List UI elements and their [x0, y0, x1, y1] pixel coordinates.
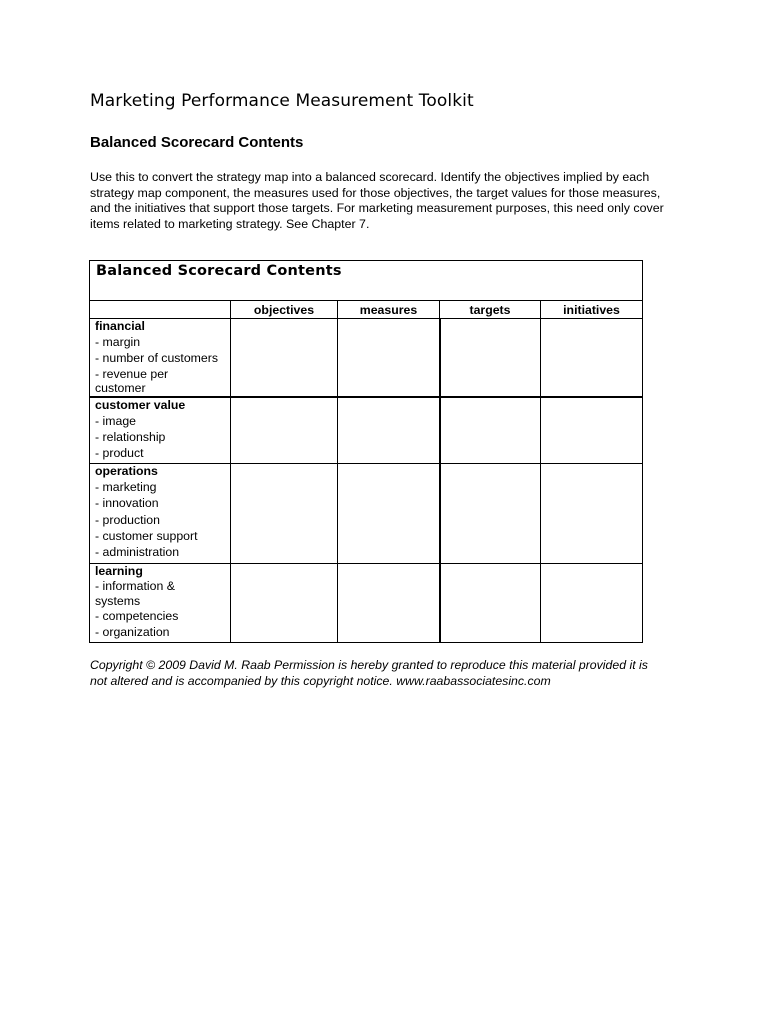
- row-header-learning: [90, 564, 231, 643]
- row-category: operations: [95, 464, 158, 479]
- cell-targets[interactable]: [440, 319, 541, 397]
- table-row-learning: [90, 564, 643, 643]
- intro-line: items related to marketing strategy. See Chapter 7.: [90, 216, 370, 231]
- row-item: customer: [95, 381, 146, 396]
- scorecard-table: [89, 260, 643, 643]
- intro-paragraph: [90, 170, 690, 232]
- cell-measures[interactable]: [338, 564, 440, 643]
- intro-line: Use this to convert the strategy map into a balanced scorecard. Identify the objectives implied by each: [90, 170, 650, 184]
- cell-targets[interactable]: [440, 397, 541, 464]
- table-row-financial: [90, 319, 643, 397]
- row-item: - marketing: [95, 480, 157, 495]
- row-header-customer-value: [90, 397, 231, 464]
- table-row-operations: [90, 464, 643, 564]
- table-caption: [90, 261, 643, 301]
- page-title: Marketing Performance Measurement Toolkit: [90, 91, 474, 111]
- row-item: - product: [95, 446, 144, 461]
- row-header-financial: [90, 319, 231, 397]
- row-item: - revenue per: [95, 366, 169, 381]
- row-item: - margin: [95, 335, 141, 349]
- copyright-line: not altered and is accompanied by this copyright notice. www.raabassociatesinc.com: [90, 673, 551, 688]
- column-header-initiatives: initiatives: [541, 301, 643, 319]
- row-header-operations: [90, 464, 231, 564]
- cell-measures[interactable]: [338, 319, 440, 397]
- cell-targets[interactable]: [440, 564, 541, 643]
- row-item: systems: [95, 593, 141, 608]
- row-item: - relationship: [95, 429, 166, 444]
- copyright-notice: [90, 658, 690, 689]
- table-row-customer-value: [90, 397, 643, 464]
- cell-measures[interactable]: [338, 397, 440, 464]
- column-header-empty: [90, 301, 231, 319]
- row-item: - number of customers: [95, 351, 219, 366]
- row-category: customer value: [95, 397, 186, 412]
- section-title: Balanced Scorecard Contents: [90, 134, 304, 151]
- table-caption-text: Balanced Scorecard Contents: [96, 263, 342, 279]
- cell-measures[interactable]: [338, 464, 440, 564]
- intro-line: strategy map component, the measures used for those objectives, the target values for those measures,: [90, 185, 661, 200]
- cell-objectives[interactable]: [231, 464, 338, 564]
- row-item: - administration: [95, 545, 180, 560]
- row-item: - innovation: [95, 496, 159, 511]
- column-header-objectives: objectives: [231, 301, 338, 319]
- cell-initiatives[interactable]: [541, 564, 643, 643]
- row-item: - information &: [95, 579, 175, 594]
- intro-line: and the initiatives that support those targets. For marketing measurement purposes, this need only cover: [90, 201, 664, 215]
- row-item: - production: [95, 512, 160, 527]
- row-item: - competencies: [95, 609, 179, 624]
- row-category: learning: [95, 564, 143, 579]
- row-item: - organization: [95, 625, 170, 640]
- cell-initiatives[interactable]: [541, 319, 643, 397]
- copyright-line: Copyright © 2009 David M. Raab Permission is hereby granted to reproduce this material provided it is: [90, 658, 648, 672]
- cell-initiatives[interactable]: [541, 464, 643, 564]
- row-category: financial: [95, 319, 145, 333]
- column-header-measures: measures: [338, 301, 440, 319]
- row-item: - image: [95, 413, 137, 428]
- cell-targets[interactable]: [440, 464, 541, 564]
- row-item: - customer support: [95, 528, 198, 543]
- cell-objectives[interactable]: [231, 397, 338, 464]
- cell-initiatives[interactable]: [541, 397, 643, 464]
- cell-objectives[interactable]: [231, 319, 338, 397]
- column-header-targets: targets: [440, 301, 541, 319]
- cell-objectives[interactable]: [231, 564, 338, 643]
